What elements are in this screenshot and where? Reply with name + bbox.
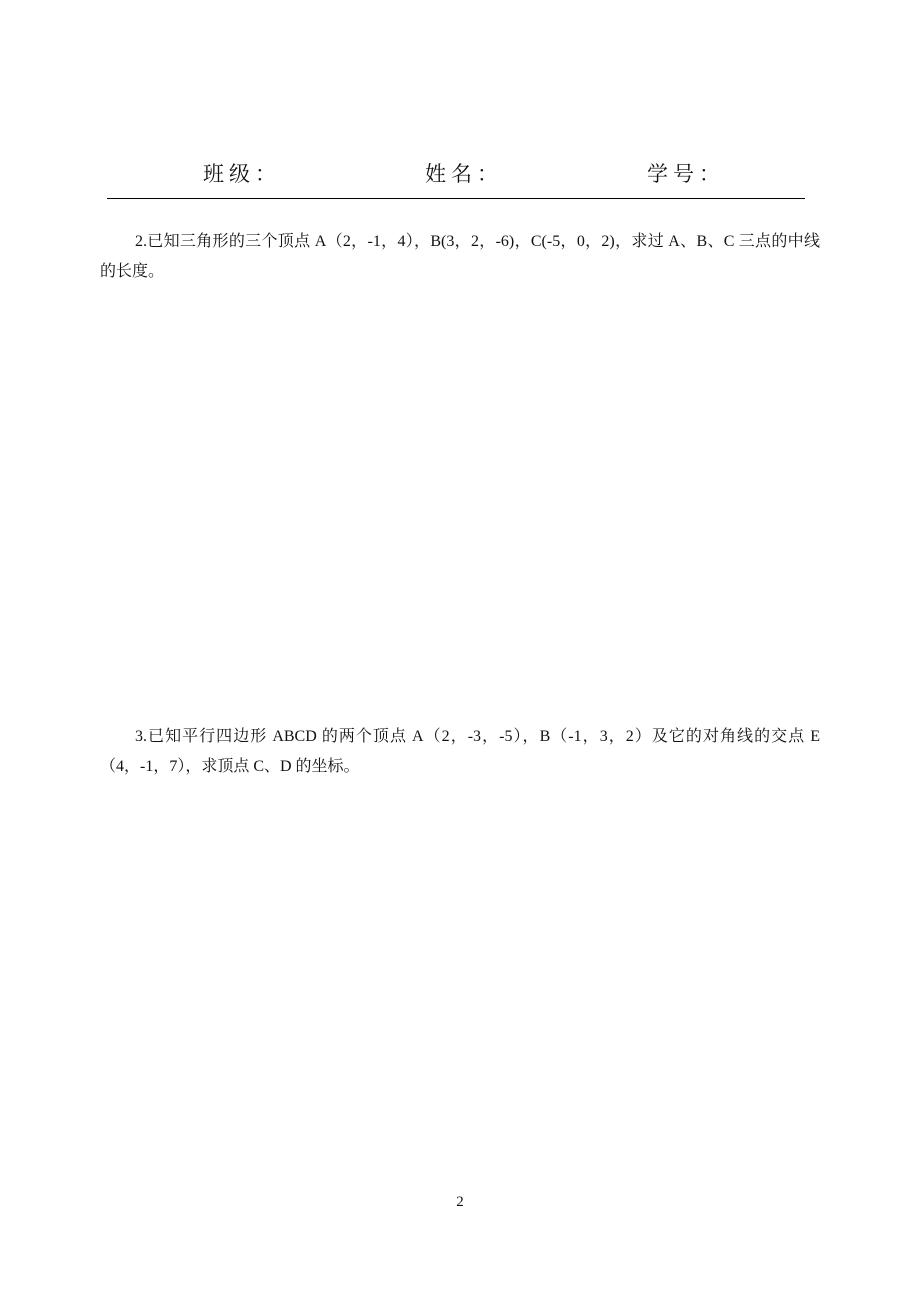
page-number: 2 bbox=[456, 1194, 464, 1210]
problem-3: 3.已知平行四边形 ABCD 的两个顶点 A（2，-3，-5），B（-1，3，2）及它的对角线的交点 E（4，-1，7），求顶点 C、D 的坐标。 bbox=[100, 728, 820, 775]
class-label: 班级： bbox=[203, 162, 281, 186]
name-label: 姓名： bbox=[425, 162, 503, 186]
problem-2: 2.已知三角形的三个顶点 A（2，-1，4），B(3，2，-6)，C(-5，0，2)，求过 A、B、C 三点的中线的长度。 bbox=[100, 233, 820, 280]
student-info-header bbox=[107, 156, 805, 199]
student-id-label: 学号： bbox=[647, 162, 725, 186]
